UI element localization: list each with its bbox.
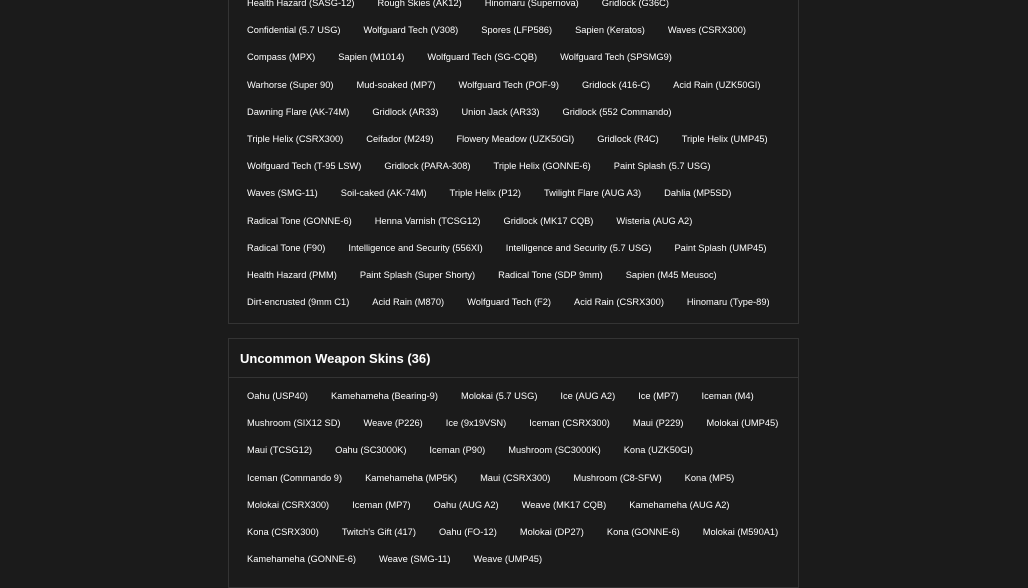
skin-chip[interactable]: Kamehameha (Bearing-9) — [330, 391, 438, 401]
skin-chip[interactable]: Acid Rain (CSRX300) — [574, 297, 664, 308]
skin-chip[interactable]: Waves (SMG-11) — [247, 188, 318, 199]
skin-chip[interactable]: Mushroom (SIX12 SD) — [247, 418, 341, 429]
skin-chip[interactable]: Paint Splash (5.7 USG) — [613, 161, 711, 172]
skin-chip[interactable]: Weave (SMG-11) — [379, 554, 451, 565]
skin-chip[interactable]: Gridlock (MK17 CQB) — [503, 215, 594, 226]
skin-chip[interactable]: Iceman (CSRX300) — [529, 418, 610, 429]
skin-chip[interactable]: Health Hazard (SASG-12) — [247, 0, 355, 8]
skin-chip[interactable]: Triple Helix (CSRX300) — [247, 133, 344, 144]
skin-chip[interactable]: Triple Helix (UMP45) — [681, 133, 768, 144]
skin-chip[interactable]: Health Hazard (PMM) — [247, 269, 337, 280]
skin-chip[interactable]: Ice (MP7) — [638, 391, 679, 401]
skin-chip[interactable]: Gridlock (R4C) — [597, 133, 659, 144]
skin-chip[interactable]: Mud-soaked (MP7) — [356, 79, 436, 90]
skin-chip[interactable]: Twilight Flare (AUG A3) — [544, 188, 642, 199]
skin-chip[interactable]: Iceman (Commando 9) — [247, 472, 343, 483]
skin-chip[interactable]: Maui (TCSG12) — [247, 445, 313, 456]
skin-chip[interactable]: Iceman (P90) — [429, 445, 486, 456]
skin-chip[interactable]: Triple Helix (GONNE-6) — [493, 161, 591, 172]
skin-chip[interactable]: Molokai (M590A1) — [702, 526, 779, 537]
skin-chip[interactable]: Ice (9x19VSN) — [445, 418, 507, 429]
skin-chip[interactable]: Union Jack (AR33) — [461, 106, 540, 117]
skin-chip[interactable]: Wolfguard Tech (POF-9) — [458, 79, 559, 90]
skin-chip[interactable]: Triple Helix (P12) — [449, 188, 522, 199]
common-skins-panel — [228, 0, 799, 324]
uncommon-skins-list — [229, 378, 798, 573]
skin-chip[interactable]: Intelligence and Security (556XI) — [348, 242, 483, 253]
skin-chip[interactable]: Wolfguard Tech (SPSMG9) — [560, 52, 672, 63]
common-skins-list — [229, 0, 798, 316]
skin-chip[interactable]: Sapien (Keratos) — [575, 25, 645, 36]
skin-chip[interactable]: Oahu (SC3000K) — [335, 445, 407, 456]
skin-chip[interactable]: Weave (UMP45) — [473, 554, 543, 565]
skin-chip[interactable]: Rough Skies (AK12) — [377, 0, 462, 8]
skin-chip[interactable]: Weave (P226) — [363, 418, 423, 429]
skin-chip[interactable]: Wolfguard Tech (SG-CQB) — [427, 52, 538, 63]
skin-chip[interactable]: Dahlia (MP5SD) — [664, 188, 732, 199]
skin-chip[interactable]: Iceman (M4) — [701, 391, 754, 401]
skin-chip[interactable]: Gridlock (AR33) — [372, 106, 439, 117]
skin-chip[interactable]: Dirt-encrusted (9mm C1) — [247, 297, 350, 308]
skin-chip[interactable]: Paint Splash (UMP45) — [674, 242, 767, 253]
skin-chip[interactable]: Oahu (FO-12) — [438, 526, 497, 537]
skin-chip[interactable]: Molokai (CSRX300) — [247, 499, 330, 510]
skin-chip[interactable]: Acid Rain (M870) — [372, 297, 445, 308]
skin-chip[interactable]: Kamehameha (GONNE-6) — [247, 554, 357, 565]
skin-chip[interactable]: Radical Tone (F90) — [247, 242, 326, 253]
skin-chip[interactable]: Ice (AUG A2) — [560, 391, 616, 401]
skin-chip[interactable]: Mushroom (C8-SFW) — [573, 472, 662, 483]
uncommon-skins-panel — [228, 338, 799, 588]
skin-chip[interactable]: Waves (CSRX300) — [667, 25, 747, 36]
skin-chip[interactable]: Sapien (M45 Meusoc) — [625, 269, 717, 280]
skin-chip[interactable]: Gridlock (G36C) — [601, 0, 669, 8]
skin-chip[interactable]: Paint Splash (Super Shorty) — [359, 269, 476, 280]
skin-chip[interactable]: Kona (GONNE-6) — [606, 526, 680, 537]
skin-chip[interactable]: Maui (P229) — [632, 418, 684, 429]
skin-chip[interactable]: Warhorse (Super 90) — [247, 79, 334, 90]
skin-chip[interactable]: Dawning Flare (AK-74M) — [247, 106, 350, 117]
skin-chip[interactable]: Wolfguard Tech (T-95 LSW) — [247, 161, 362, 172]
skin-chip[interactable]: Kamehameha (MP5K) — [365, 472, 458, 483]
skin-chip[interactable]: Oahu (USP40) — [247, 391, 308, 401]
skin-chip[interactable]: Soil-caked (AK-74M) — [340, 188, 427, 199]
skin-chip[interactable]: Hinomaru (Type-89) — [686, 297, 770, 308]
skin-chip[interactable]: Molokai (5.7 USG) — [460, 391, 538, 401]
skin-chip[interactable]: Intelligence and Security (5.7 USG) — [505, 242, 652, 253]
skin-chip[interactable]: Gridlock (PARA-308) — [384, 161, 471, 172]
skin-chip[interactable]: Molokai (DP27) — [519, 526, 584, 537]
skin-chip[interactable]: Acid Rain (UZK50GI) — [673, 79, 761, 90]
skin-chip[interactable]: Kona (MP5) — [684, 472, 735, 483]
skin-chip[interactable]: Sapien (M1014) — [338, 52, 405, 63]
skin-chip[interactable]: Radical Tone (SDP 9mm) — [498, 269, 603, 280]
skin-chip[interactable]: Wisteria (AUG A2) — [616, 215, 693, 226]
skin-chip[interactable]: Flowery Meadow (UZK50GI) — [456, 133, 575, 144]
uncommon-section-title: Uncommon Weapon Skins (36) — [229, 339, 798, 378]
skin-chip[interactable]: Maui (CSRX300) — [480, 472, 551, 483]
skin-chip[interactable]: Wolfguard Tech (V308) — [363, 25, 459, 36]
skin-chip[interactable]: Kona (CSRX300) — [247, 526, 319, 537]
skin-chip[interactable]: Kamehameha (AUG A2) — [629, 499, 730, 510]
skin-chip[interactable]: Molokai (UMP45) — [706, 418, 779, 429]
skin-chip[interactable]: Spores (LFP586) — [481, 25, 553, 36]
skin-chip[interactable]: Ceifador (M249) — [366, 133, 434, 144]
skin-chip[interactable]: Oahu (AUG A2) — [433, 499, 499, 510]
skin-chip[interactable]: Hinomaru (Supernova) — [484, 0, 579, 8]
skin-chip[interactable]: Mushroom (SC3000K) — [508, 445, 601, 456]
skin-chip[interactable]: Compass (MPX) — [247, 52, 316, 63]
skin-chip[interactable]: Gridlock (416-C) — [581, 79, 651, 90]
skin-chip[interactable]: Kona (UZK50GI) — [623, 445, 693, 456]
skin-chip[interactable]: Weave (MK17 CQB) — [521, 499, 607, 510]
skin-chip[interactable]: Iceman (MP7) — [352, 499, 411, 510]
skin-chip[interactable]: Confidential (5.7 USG) — [247, 25, 341, 36]
skin-chip[interactable]: Henna Varnish (TCSG12) — [374, 215, 481, 226]
skin-chip[interactable]: Wolfguard Tech (F2) — [467, 297, 552, 308]
skin-chip[interactable]: Gridlock (552 Commando) — [562, 106, 672, 117]
skin-chip[interactable]: Twitch's Gift (417) — [341, 526, 416, 537]
skin-chip[interactable]: Radical Tone (GONNE-6) — [247, 215, 352, 226]
